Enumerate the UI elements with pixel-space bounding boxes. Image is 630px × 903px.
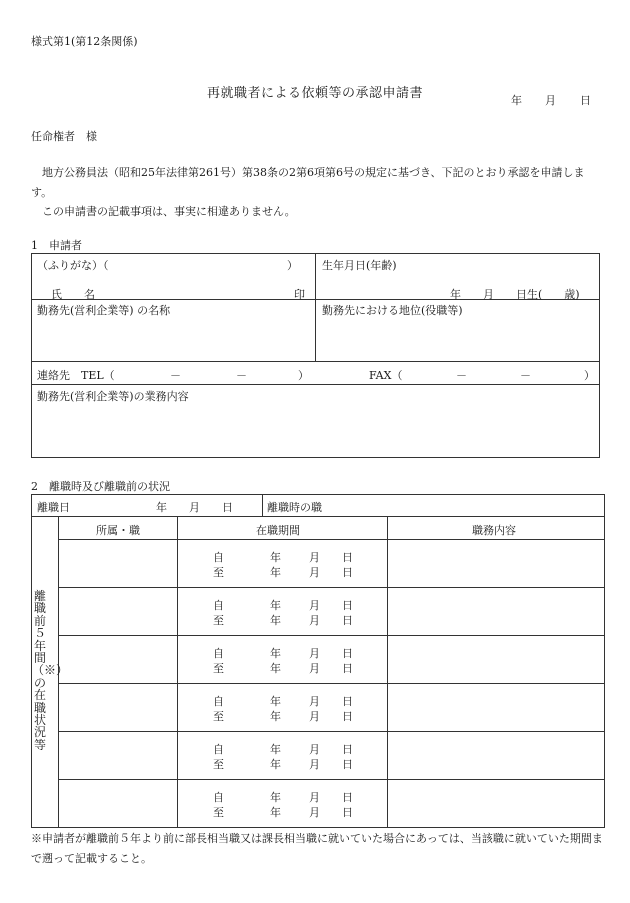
affiliation-cell[interactable] — [60, 733, 175, 777]
period-to-year: 年 — [270, 806, 281, 819]
date-month: 月 — [545, 94, 556, 107]
period-to-label: 至 — [213, 806, 224, 819]
retire-post-label: 離職時の職 — [267, 501, 322, 514]
period-from-day: 日 — [342, 599, 353, 612]
furigana-label: （ふりがな）（ — [37, 259, 109, 272]
fax-dash-1: － — [456, 369, 467, 382]
period-from-label: 自 — [213, 551, 224, 564]
affiliation-cell[interactable] — [60, 685, 175, 729]
business-field[interactable] — [35, 404, 596, 454]
period-from-day: 日 — [342, 695, 353, 708]
section2-heading: 2 離職時及び離職前の状況 — [31, 480, 170, 493]
period-from-label: 自 — [213, 647, 224, 660]
period-from-day: 日 — [342, 743, 353, 756]
period-from-month: 月 — [309, 551, 320, 564]
duties-cell[interactable] — [390, 637, 602, 681]
period-from-month: 月 — [309, 743, 320, 756]
employer-name-label: 勤務先(営利企業等) の名称 — [37, 304, 171, 317]
period-to-month: 月 — [309, 710, 320, 723]
fax-dash-2: － — [520, 369, 531, 382]
period-to-year: 年 — [270, 758, 281, 771]
tel-field[interactable] — [118, 364, 296, 381]
period-from-day: 日 — [342, 791, 353, 804]
period-from-month: 月 — [309, 695, 320, 708]
tel-dash-2: － — [236, 369, 247, 382]
body-paragraph-1: 地方公務員法（昭和25年法律第261号）第38条の2第6項第6号の規定に基づき、下記のとおり承認を申請します。 — [31, 166, 585, 199]
affiliation-cell[interactable] — [60, 589, 175, 633]
form-label: 様式第1(第12条関係) — [31, 35, 138, 48]
period-from-day: 日 — [342, 647, 353, 660]
birth-value: 年 月 日生( 歳) — [450, 288, 580, 301]
affiliation-cell[interactable] — [60, 541, 175, 585]
col-header-duties: 職務内容 — [472, 524, 516, 537]
seal-label: 印 — [294, 288, 305, 301]
fax-close: ） — [584, 369, 595, 382]
col-header-affiliation: 所属・職 — [96, 524, 140, 537]
employer-position-label: 勤務先における地位(役職等) — [322, 304, 463, 317]
period-to-day: 日 — [342, 614, 353, 627]
period-to-day: 日 — [342, 710, 353, 723]
retire-date-value: 年 月 日 — [156, 501, 233, 514]
period-from-year: 年 — [270, 551, 281, 564]
period-to-month: 月 — [309, 662, 320, 675]
period-to-year: 年 — [270, 662, 281, 675]
period-from-year: 年 — [270, 791, 281, 804]
period-to-label: 至 — [213, 566, 224, 579]
period-to-day: 日 — [342, 758, 353, 771]
date-year: 年 — [511, 94, 522, 107]
period-to-day: 日 — [342, 662, 353, 675]
page-title: 再就職者による依頼等の承認申請書 — [206, 86, 423, 101]
body-paragraph-2: この申請書の記載事項は、事実に相違ありません。 — [42, 205, 296, 218]
birth-label: 生年月日(年齢) — [322, 259, 397, 272]
period-from-label: 自 — [213, 695, 224, 708]
period-to-month: 月 — [309, 614, 320, 627]
fax-field[interactable] — [405, 364, 581, 381]
period-from-month: 月 — [309, 647, 320, 660]
period-from-label: 自 — [213, 599, 224, 612]
employer-name-field[interactable] — [35, 318, 311, 358]
retire-date-label: 離職日 — [37, 501, 70, 514]
duties-cell[interactable] — [390, 781, 602, 825]
affiliation-cell[interactable] — [60, 637, 175, 681]
period-to-month: 月 — [309, 806, 320, 819]
period-from-month: 月 — [309, 599, 320, 612]
furigana-close: ） — [287, 259, 298, 272]
period-to-label: 至 — [213, 758, 224, 771]
date-day: 日 — [580, 94, 591, 107]
period-to-year: 年 — [270, 614, 281, 627]
col-header-period: 在職期間 — [256, 524, 300, 537]
duties-cell[interactable] — [390, 733, 602, 777]
business-label: 勤務先(営利企業等)の業務内容 — [37, 390, 189, 403]
contact-label: 連絡先 TEL（ — [37, 369, 115, 382]
section1-heading: 1 申請者 — [31, 239, 82, 252]
period-from-label: 自 — [213, 743, 224, 756]
period-to-month: 月 — [309, 566, 320, 579]
period-to-month: 月 — [309, 758, 320, 771]
period-to-label: 至 — [213, 710, 224, 723]
employer-position-field[interactable] — [320, 318, 596, 358]
affiliation-cell[interactable] — [60, 781, 175, 825]
retire-post-field[interactable] — [330, 497, 600, 513]
period-from-label: 自 — [213, 791, 224, 804]
period-to-year: 年 — [270, 710, 281, 723]
period-from-year: 年 — [270, 743, 281, 756]
furigana-field[interactable] — [130, 255, 280, 271]
period-to-day: 日 — [342, 566, 353, 579]
vertical-side-label: 離職前５年間（※）の在職状況等 — [32, 589, 69, 752]
period-to-year: 年 — [270, 566, 281, 579]
footnote: ※申請者が離職前５年より前に部長相当職又は課長相当職に就いていた場合にあっては、当該職に就いていた期間まで遡って記載すること。 — [31, 832, 603, 865]
period-to-label: 至 — [213, 662, 224, 675]
period-from-day: 日 — [342, 551, 353, 564]
tel-dash-1: － — [170, 369, 181, 382]
name-label: 氏 名 — [51, 288, 95, 301]
period-to-label: 至 — [213, 614, 224, 627]
addressee: 任命権者 様 — [31, 130, 97, 143]
period-from-month: 月 — [309, 791, 320, 804]
period-from-year: 年 — [270, 695, 281, 708]
fax-label: FAX（ — [369, 369, 403, 382]
period-from-year: 年 — [270, 599, 281, 612]
duties-cell[interactable] — [390, 541, 602, 585]
duties-cell[interactable] — [390, 589, 602, 633]
tel-close: ） — [298, 369, 309, 382]
name-field[interactable] — [100, 282, 280, 298]
duties-cell[interactable] — [390, 685, 602, 729]
period-to-day: 日 — [342, 806, 353, 819]
period-from-year: 年 — [270, 647, 281, 660]
